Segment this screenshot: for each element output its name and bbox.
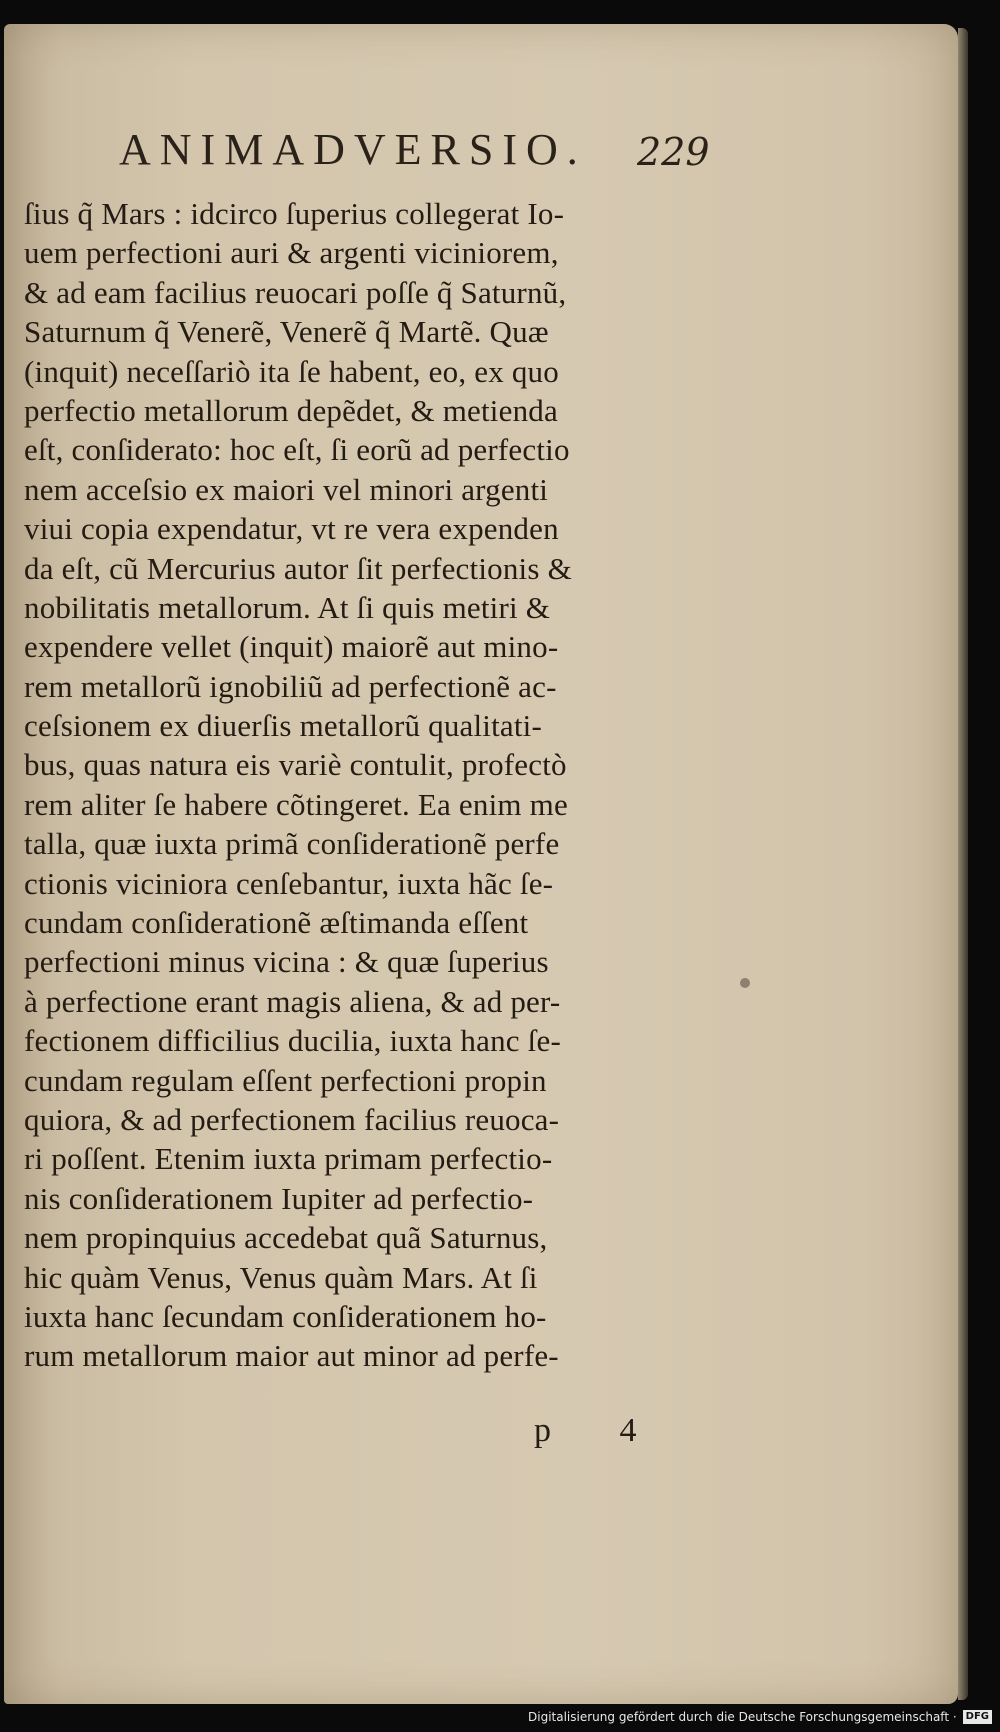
text-line: ri poſſent. Etenim iuxta primam perfectio- — [24, 1141, 553, 1177]
text-line: nem propinquius accedebat quã Saturnus, — [24, 1220, 548, 1256]
text-line: perfectio metallorum depẽdet, & metienda — [24, 392, 558, 428]
footer-credit — [528, 1706, 992, 1728]
text-line: iuxta hanc ſecundam conſiderationem ho- — [24, 1298, 547, 1334]
text-line: perfectioni minus vicina : & quæ ſuperius — [24, 944, 549, 980]
running-title: ANIMADVERSIO. — [119, 125, 587, 174]
text-line: bus, quas natura eis variè contulit, profectò — [24, 747, 567, 783]
dfg-logo: DFG — [963, 1710, 992, 1724]
text-line: da eſt, cũ Mercurius autor ſit perfectionis & — [24, 550, 572, 586]
page-number: 229 — [637, 130, 710, 174]
text-line: hic quàm Venus, Venus quàm Mars. At ſi — [24, 1259, 538, 1295]
text-line: à perfectione erant magis aliena, & ad per- — [24, 983, 561, 1019]
text-line: nobilitatis metallorum. At ſi quis metiri & — [24, 589, 551, 625]
text-line: fectionem difficilius ducilia, iuxta hanc ſe- — [24, 1023, 561, 1059]
text-line: rem metallorũ ignobiliũ ad perfectionẽ ac- — [24, 668, 557, 704]
text-line: nis conſiderationem Iupiter ad perfectio- — [24, 1180, 534, 1216]
text-line: eſt, conſiderato: hoc eſt, ſi eorũ ad perfectio — [24, 432, 570, 468]
text-line: (inquit) neceſſariò ita ſe habent, eo, ex quo — [24, 353, 559, 389]
text-line: ceſsionem ex diuerſis metallorũ qualitati- — [24, 708, 543, 744]
book-page — [4, 24, 958, 1704]
text-line: uem perfectioni auri & argenti viciniorem, — [24, 235, 559, 271]
running-head — [119, 122, 710, 182]
text-line: nem acceſsio ex maiori vel minori argenti — [24, 471, 549, 507]
text-line: & ad eam facilius reuocari poſſe q̃ Saturnũ, — [24, 274, 567, 310]
text-line: expendere vellet (inquit) maiorẽ aut mino- — [24, 629, 559, 665]
text-line: rum metallorum maior aut minor ad perfe- — [24, 1338, 559, 1374]
text-line: cundam regulam eſſent perfectioni propin — [24, 1062, 547, 1098]
text-line: ſius q̃ Mars : idcirco ſuperius collegerat Io- — [24, 196, 565, 231]
text-line: talla, quæ iuxta primã conſiderationẽ perfe — [24, 826, 560, 862]
body-text — [24, 194, 714, 1376]
text-line: cundam conſiderationẽ æſtimanda eſſent — [24, 905, 529, 941]
text-line: quiora, & ad perfectionem facilius reuoca- — [24, 1101, 560, 1137]
text-line: Saturnum q̃ Venerẽ, Venerẽ q̃ Martẽ. Quæ — [24, 314, 549, 350]
text-line: rem aliter ſe habere cõtingeret. Ea enim me — [24, 786, 568, 822]
footer-text: Digitalisierung gefördert durch die Deutsche Forschungsgemeinschaft · — [528, 1710, 957, 1724]
paper-spot — [740, 978, 750, 988]
text-line: viui copia expendatur, vt re vera expenden — [24, 511, 559, 547]
signature-mark: p 4 — [534, 1412, 667, 1449]
page-edge — [958, 28, 968, 1700]
text-line: ctionis viciniora cenſebantur, iuxta hãc ſe- — [24, 865, 554, 901]
